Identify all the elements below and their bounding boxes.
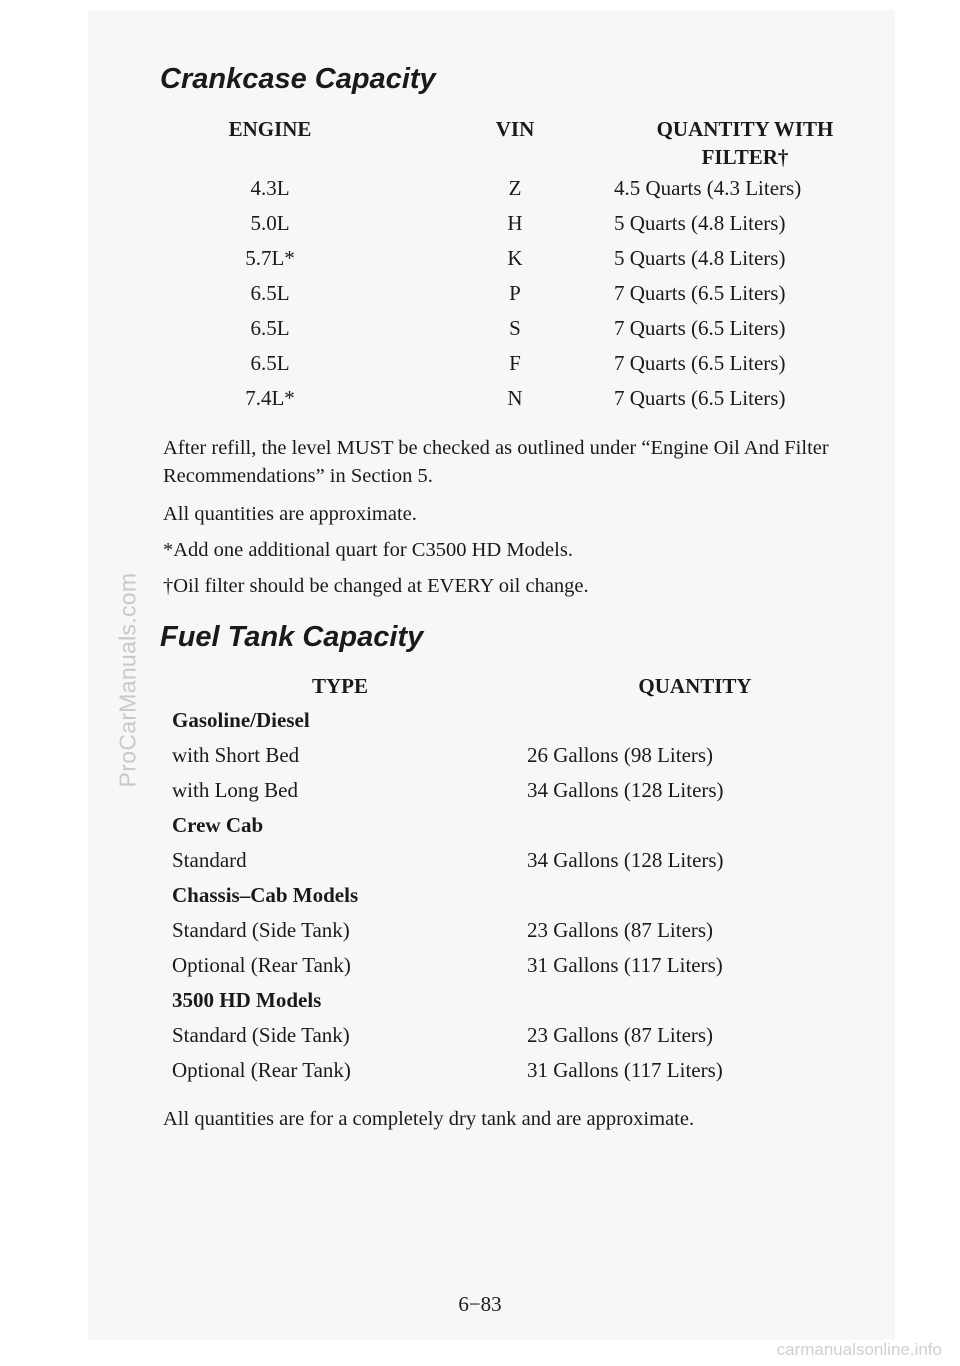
engine-cell: 7.4L* — [245, 386, 295, 410]
vin-cell: Z — [508, 176, 522, 200]
fuel-type-cell: with Long Bed — [172, 778, 298, 802]
note-add-quart: *Add one additional quart for C3500 HD Models. — [163, 539, 573, 561]
col-vin-header: VIN — [495, 117, 535, 141]
fuel-quantity-cell: 23 Gallons (87 Liters) — [527, 918, 714, 942]
note-approximate: All quantities are approximate. — [163, 503, 417, 525]
engine-cell: 6.5L — [250, 316, 290, 340]
quantity-cell: 7 Quarts (6.5 Liters) — [614, 316, 786, 340]
col-type-header: TYPE — [311, 674, 368, 698]
vin-cell: S — [509, 316, 521, 340]
fuel-title: Fuel Tank Capacity — [160, 621, 424, 653]
fuel-quantity-cell: 26 Gallons (98 Liters) — [527, 743, 714, 767]
engine-cell: 6.5L — [250, 351, 290, 375]
fuel-type-cell: Standard (Side Tank) — [172, 1023, 350, 1047]
fuel-quantity-cell: 34 Gallons (128 Liters) — [527, 778, 724, 802]
engine-cell: 4.3L — [250, 176, 290, 200]
fuel-group-heading: Crew Cab — [172, 813, 264, 837]
vin-cell: N — [507, 386, 523, 410]
fuel-group-heading: Gasoline/Diesel — [172, 708, 310, 732]
col-fuel-quantity-header: QUANTITY — [638, 674, 752, 698]
quantity-cell: 7 Quarts (6.5 Liters) — [614, 351, 786, 375]
fuel-type-cell: Optional (Rear Tank) — [172, 953, 351, 977]
engine-cell: 6.5L — [250, 281, 290, 305]
quantity-cell: 5 Quarts (4.8 Liters) — [614, 211, 786, 235]
note-refill: After refill, the level MUST be checked as outlined under “Engine Oil And Filter Recommendations” in Section 5. — [163, 437, 829, 487]
fuel-type-cell: Standard — [172, 848, 247, 872]
quantity-cell: 7 Quarts (6.5 Liters) — [614, 386, 786, 410]
fuel-quantity-cell: 34 Gallons (128 Liters) — [527, 848, 724, 872]
col-quantity-header-line2: FILTER† — [701, 145, 789, 169]
note-dry-tank: All quantities are for a completely dry tank and are approximate. — [163, 1108, 695, 1130]
vin-cell: F — [509, 351, 521, 375]
side-watermark: ProCarManuals.com — [114, 572, 141, 788]
note-oil-filter: †Oil filter should be changed at EVERY oil change. — [163, 575, 589, 597]
page-number: 6−83 — [458, 1292, 502, 1316]
col-quantity-header: QUANTITY WITH — [656, 117, 834, 141]
fuel-group-heading: Chassis–Cab Models — [172, 883, 359, 907]
crankcase-title: Crankcase Capacity — [160, 63, 436, 95]
quantity-cell: 7 Quarts (6.5 Liters) — [614, 281, 786, 305]
fuel-type-cell: Standard (Side Tank) — [172, 918, 350, 942]
quantity-cell: 5 Quarts (4.8 Liters) — [614, 246, 786, 270]
vin-cell: P — [509, 281, 521, 305]
engine-cell: 5.7L* — [245, 246, 295, 270]
fuel-type-cell: with Short Bed — [172, 743, 300, 767]
fuel-type-cell: Optional (Rear Tank) — [172, 1058, 351, 1082]
vin-cell: H — [507, 211, 523, 235]
fuel-quantity-cell: 31 Gallons (117 Liters) — [527, 1058, 723, 1082]
bottom-watermark: carmanualsonline.info — [776, 1340, 942, 1359]
engine-cell: 5.0L — [250, 211, 290, 235]
vin-cell: K — [507, 246, 523, 270]
fuel-quantity-cell: 23 Gallons (87 Liters) — [527, 1023, 714, 1047]
fuel-quantity-cell: 31 Gallons (117 Liters) — [527, 953, 723, 977]
quantity-cell: 4.5 Quarts (4.3 Liters) — [614, 176, 802, 200]
fuel-group-heading: 3500 HD Models — [172, 988, 322, 1012]
col-engine-header: ENGINE — [228, 117, 312, 141]
